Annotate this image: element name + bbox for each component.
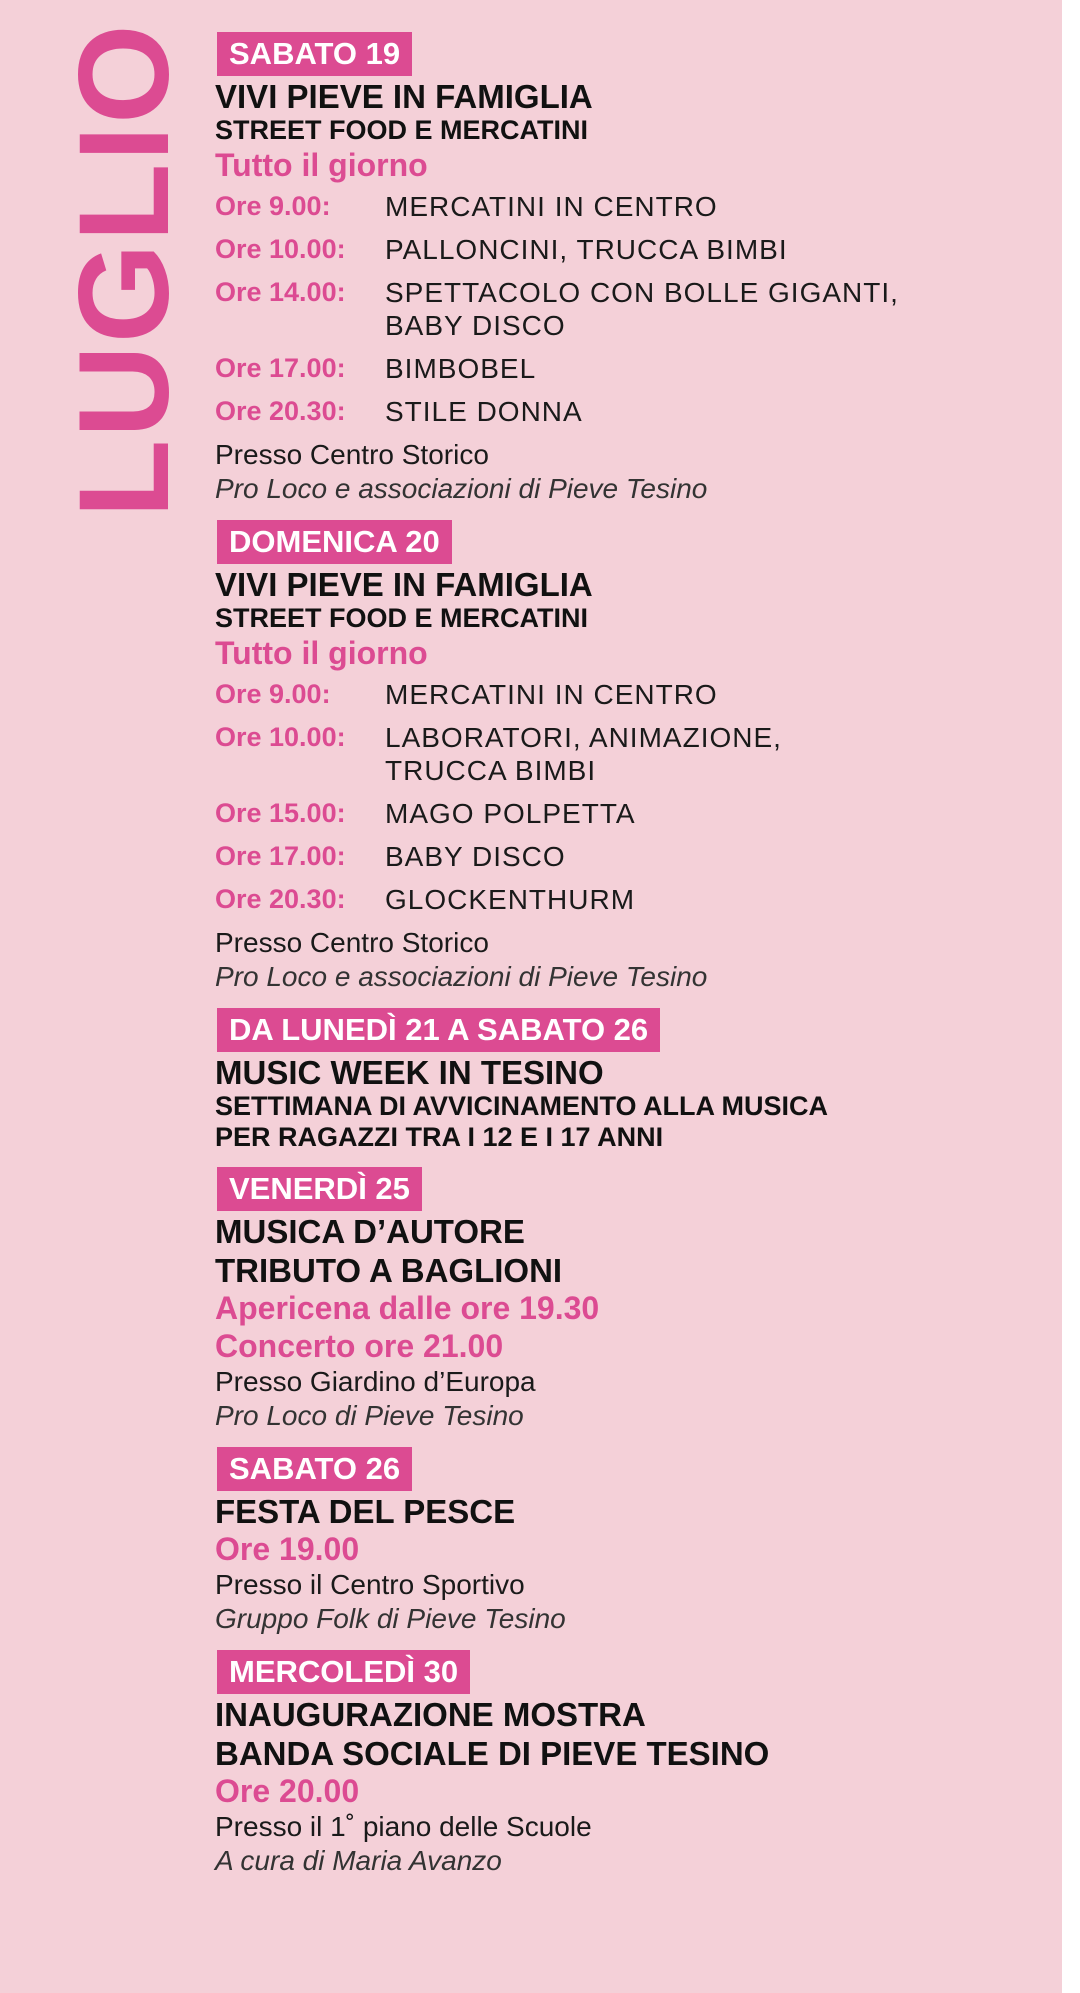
schedule-row	[215, 678, 1045, 711]
event-title-2: TRIBUTO A BAGLIONI	[215, 1252, 563, 1289]
event-organizer: Pro Loco e associazioni di Pieve Tesino	[215, 473, 708, 504]
event-date: MERCOLEDÌ 30	[217, 1650, 470, 1694]
month-label	[53, 22, 196, 518]
event-subtitle: STREET FOOD E MERCATINI	[215, 115, 589, 145]
schedule-row	[215, 352, 1045, 385]
event-organizer: A cura di Maria Avanzo	[215, 1845, 502, 1876]
event-list	[215, 32, 1045, 1892]
schedule-desc-block	[385, 721, 782, 787]
event-schedule	[215, 190, 1045, 428]
event-time-2: Concerto ore 21.00	[215, 1328, 504, 1364]
schedule-time: Ore 15.00:	[215, 798, 346, 828]
schedule-row	[215, 233, 1045, 266]
schedule-time: Ore 14.00:	[215, 277, 346, 307]
event-subtitle-2: PER RAGAZZI TRA I 12 E I 17 ANNI	[215, 1122, 664, 1152]
event-date: SABATO 19	[217, 32, 412, 76]
event-place: Presso il 1˚ piano delle Scuole	[215, 1811, 592, 1842]
schedule-desc-cont: BABY DISCO	[385, 310, 566, 341]
event-place: Presso Centro Storico	[215, 439, 489, 470]
event-title: FESTA DEL PESCE	[215, 1493, 516, 1530]
schedule-desc: MERCATINI IN CENTRO	[385, 679, 718, 710]
event-domenica-20	[215, 520, 1045, 994]
event-organizer: Pro Loco di Pieve Tesino	[215, 1400, 524, 1431]
event-time: Ore 20.00	[215, 1773, 360, 1809]
schedule-desc: LABORATORI, ANIMAZIONE,	[385, 722, 782, 753]
schedule-desc-cont: TRUCCA BIMBI	[385, 755, 597, 786]
schedule-desc: MERCATINI IN CENTRO	[385, 191, 718, 222]
event-title-2: BANDA SOCIALE DI PIEVE TESINO	[215, 1735, 770, 1772]
schedule-time: Ore 10.00:	[215, 234, 346, 264]
event-title: VIVI PIEVE IN FAMIGLIA	[215, 566, 593, 603]
event-sabato-19	[215, 32, 1045, 506]
event-place: Presso Giardino d’Europa	[215, 1366, 536, 1397]
schedule-time: Ore 20.30:	[215, 396, 346, 426]
schedule-time: Ore 20.30:	[215, 884, 346, 914]
event-date: SABATO 26	[217, 1447, 412, 1491]
event-venerdi-25	[215, 1167, 1045, 1433]
schedule-row	[215, 395, 1045, 428]
schedule-row	[215, 883, 1045, 916]
event-title: MUSIC WEEK IN TESINO	[215, 1054, 604, 1091]
schedule-desc: BIMBOBEL	[385, 353, 537, 384]
schedule-row	[215, 190, 1045, 223]
schedule-desc: SPETTACOLO CON BOLLE GIGANTI,	[385, 277, 899, 308]
event-time-1: Apericena dalle ore 19.30	[215, 1290, 600, 1326]
schedule-time: Ore 10.00:	[215, 722, 346, 752]
event-when: Tutto il giorno	[215, 635, 428, 671]
event-music-week	[215, 1008, 1045, 1153]
event-time: Ore 19.00	[215, 1531, 360, 1567]
schedule-desc: BABY DISCO	[385, 841, 566, 872]
event-organizer: Gruppo Folk di Pieve Tesino	[215, 1603, 566, 1634]
schedule-time: Ore 17.00:	[215, 841, 346, 871]
schedule-time: Ore 17.00:	[215, 353, 346, 383]
event-place: Presso il Centro Sportivo	[215, 1569, 525, 1600]
event-title: INAUGURAZIONE MOSTRA	[215, 1696, 646, 1733]
event-date: VENERDÌ 25	[217, 1167, 422, 1211]
event-title: MUSICA D’AUTORE	[215, 1213, 525, 1250]
event-subtitle: STREET FOOD E MERCATINI	[215, 603, 589, 633]
schedule-row	[215, 840, 1045, 873]
event-date: DA LUNEDÌ 21 A SABATO 26	[217, 1008, 660, 1052]
page-edge	[1062, 0, 1080, 1993]
event-when: Tutto il giorno	[215, 147, 428, 183]
event-place: Presso Centro Storico	[215, 927, 489, 958]
month-text: LUGLIO	[53, 22, 196, 518]
event-subtitle: SETTIMANA DI AVVICINAMENTO ALLA MUSICA	[215, 1091, 828, 1121]
schedule-row	[215, 797, 1045, 830]
event-organizer: Pro Loco e associazioni di Pieve Tesino	[215, 961, 708, 992]
schedule-row	[215, 721, 1045, 787]
schedule-desc: PALLONCINI, TRUCCA BIMBI	[385, 234, 788, 265]
event-mercoledi-30	[215, 1650, 1045, 1878]
schedule-time: Ore 9.00:	[215, 679, 331, 709]
schedule-desc: STILE DONNA	[385, 396, 583, 427]
event-title: VIVI PIEVE IN FAMIGLIA	[215, 78, 593, 115]
schedule-desc: MAGO POLPETTA	[385, 798, 636, 829]
schedule-time: Ore 9.00:	[215, 191, 331, 221]
event-date: DOMENICA 20	[217, 520, 452, 564]
event-schedule	[215, 678, 1045, 916]
event-sabato-26	[215, 1447, 1045, 1636]
schedule-desc: GLOCKENTHURM	[385, 884, 636, 915]
schedule-desc-block	[385, 276, 899, 342]
schedule-row	[215, 276, 1045, 342]
